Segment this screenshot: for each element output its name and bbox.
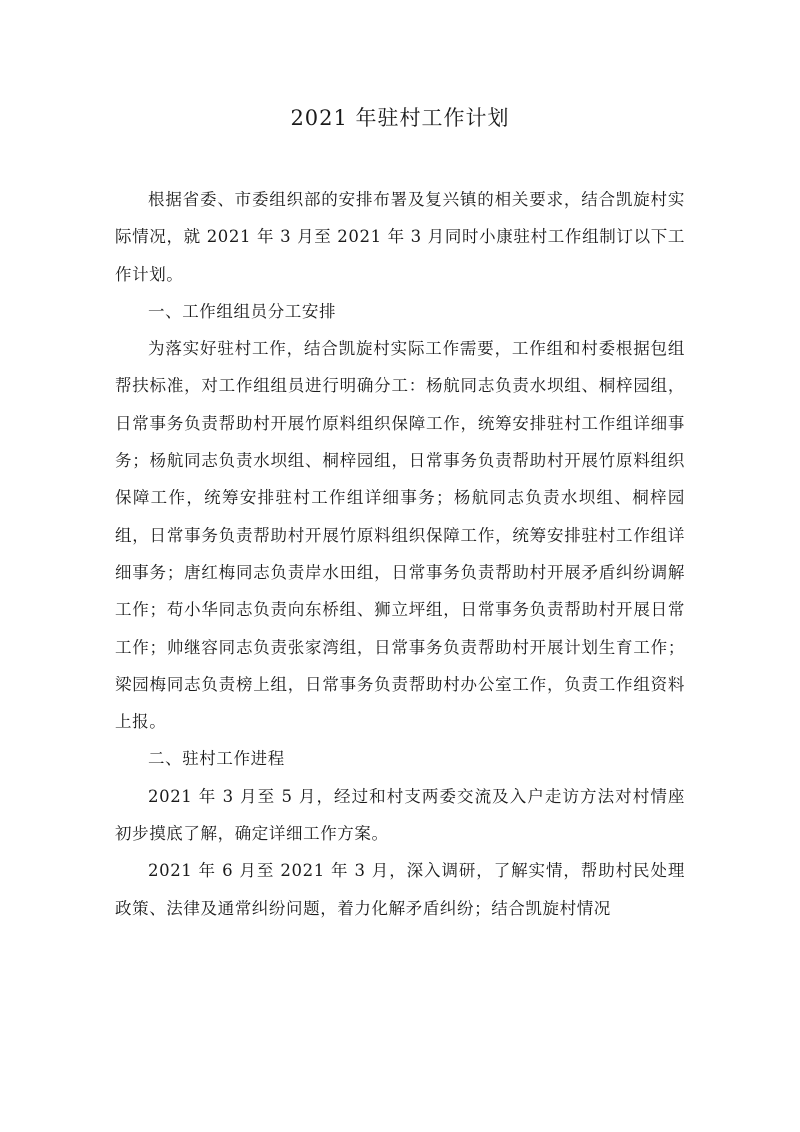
document-title: 2021 年驻村工作计划: [290, 106, 510, 130]
section-heading-1: 一、工作组组员分工安排: [148, 301, 337, 321]
staff-assignment-paragraph: 为落实好驻村工作，结合凯旋村实际工作需要，工作组和村委根据包组帮扶标准，对工作组组员进行明确分工：杨航同志负责水坝组、桐梓园组，日常事务负责帮助村开展竹原料组织保障工作，统筹安排驻村工作组详细事务；杨航同志负责水坝组、桐梓园组，日常事务负责帮助村开展竹原料组织保障工作，统筹安排驻村工作组详细事务；杨航同志负责水坝组、桐梓园组，日常事务负责帮助村开展竹原料组织保障工作，统筹安排驻村工作组详细事务；唐红梅同志负责岸水田组，日常事务负责帮助村开展矛盾纠纷调解工作；苟小华同志负责向东桥组、狮立坪组，日常事务负责帮助村开展日常工作；帅继容同志负责张家湾组，日常事务负责帮助村开展计划生育工作；梁园梅同志负责榜上组，日常事务负责帮助村办公室工作，负责工作组资料上报。: [115, 339, 685, 732]
progress-paragraph-2: 2021 年 6 月至 2021 年 3 月，深入调研，了解实情，帮助村民处理政策、法律及通常纠纷问题，着力化解矛盾纠纷；结合凯旋村情况: [115, 861, 685, 918]
intro-paragraph: 根据省委、市委组织部的安排布署及复兴镇的相关要求，结合凯旋村实际情况，就 2021 年 3 月至 2021 年 3 月同时小康驻村工作组制订以下工作计划。: [115, 190, 685, 284]
document-body: [115, 181, 685, 927]
section-heading-2: 二、驻村工作进程: [148, 749, 285, 769]
progress-paragraph-1: 2021 年 3 月至 5 月，经过和村支两委交流及入户走访方法对村情座初步摸底了解，确定详细工作方案。: [115, 786, 685, 844]
